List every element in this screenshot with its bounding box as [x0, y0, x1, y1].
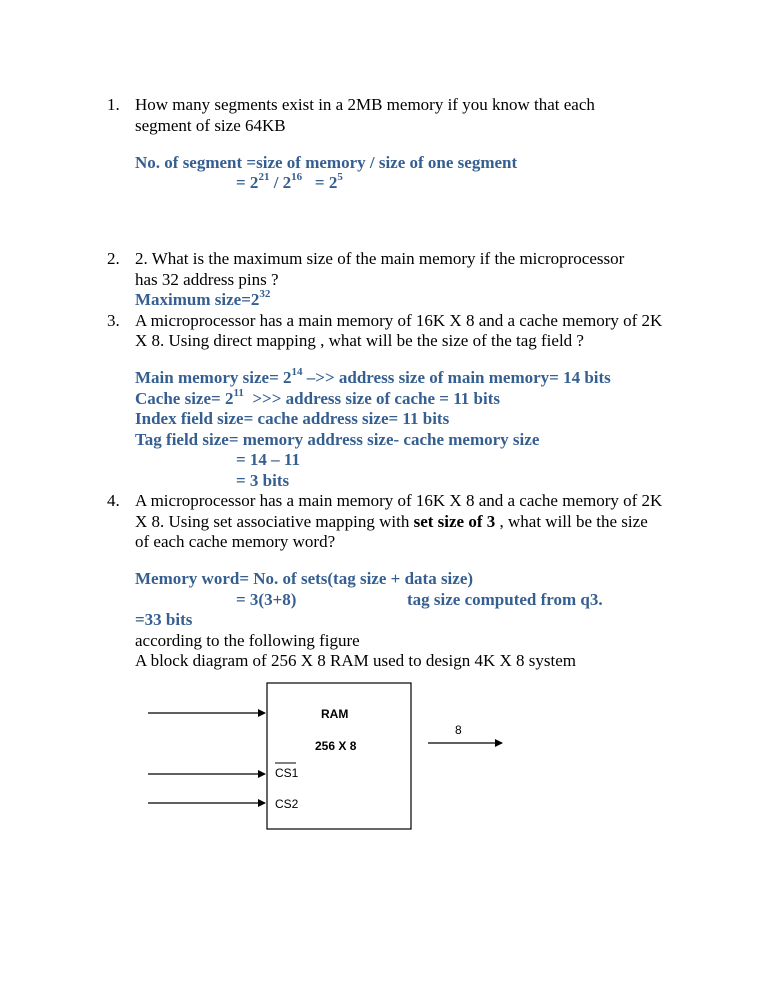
q3-answer-tag-field: Tag field size= memory address size- cache memory size [135, 430, 540, 449]
q4-answer-formula: = 3(3+8) [236, 590, 297, 609]
q3-answer-result: = 3 bits [236, 471, 290, 490]
q3-answer-main-memory: Main memory size= $2^{14}$ –>> address size of main memory= 14 bits [135, 366, 611, 387]
q1-text-line2: segment of size 64KB [135, 116, 286, 135]
q2-answer: Maximum $size=2^{32}$ [135, 288, 271, 309]
q1-answer-line2: = $2^{21} / 2^{16} = 2^5$ [236, 171, 343, 192]
q1-answer-line1: No. of segment =size of memory / size of one segment [135, 153, 518, 172]
q4-text-line3: of each cache memory word? [135, 532, 336, 551]
q3-number: 3. [107, 311, 120, 330]
q3-answer-subtraction: = 14 – 11 [236, 450, 300, 469]
q2-text-line2: has 32 address pins ? [135, 270, 279, 289]
q3-answer-cache-size: Cache size= $2^{11}$ >>> address size of cache = 11 bits [135, 387, 500, 408]
figure-intro: according to the following figure [135, 631, 360, 650]
q2-text-line1: 2. What is the maximum size of the main memory if the microprocessor [135, 249, 625, 268]
ram-title-label: RAM [321, 707, 349, 721]
cs1-label: CS1 [275, 766, 299, 780]
figure-caption: A block diagram of 256 X 8 RAM used to design 4K X 8 system [135, 651, 577, 670]
q3-answer-index-field: Index field size= cache address size= 11 bits [135, 409, 450, 428]
q4-number: 4. [107, 491, 120, 510]
cs2-label: CS2 [275, 797, 299, 811]
q3-text-line1: A microprocessor has a main memory of 16K X 8 and a cache memory of 2K [135, 311, 663, 330]
q4-text-line1: A microprocessor has a main memory of 16K X 8 and a cache memory of 2K [135, 491, 663, 510]
q4-answer-note: tag size computed from q3. [407, 590, 603, 609]
q4-answer-result: =33 bits [135, 610, 193, 629]
ram-size-label: 256 X 8 [315, 739, 357, 753]
q2-number: 2. [107, 249, 120, 268]
q1-text-line1: How many segments exist in a 2MB memory if you know that each [135, 95, 595, 114]
q4-text-line2: X 8. Using set associative mapping with set size of 3 , what will be the size [135, 512, 648, 531]
q4-answer-memory-word: Memory word= No. of sets(tag size + data size) [135, 569, 474, 588]
output-width-label: 8 [455, 723, 462, 737]
q3-text-line2: X 8. Using direct mapping , what will be the size of the tag field ? [135, 331, 584, 350]
q1-number: 1. [107, 95, 120, 114]
